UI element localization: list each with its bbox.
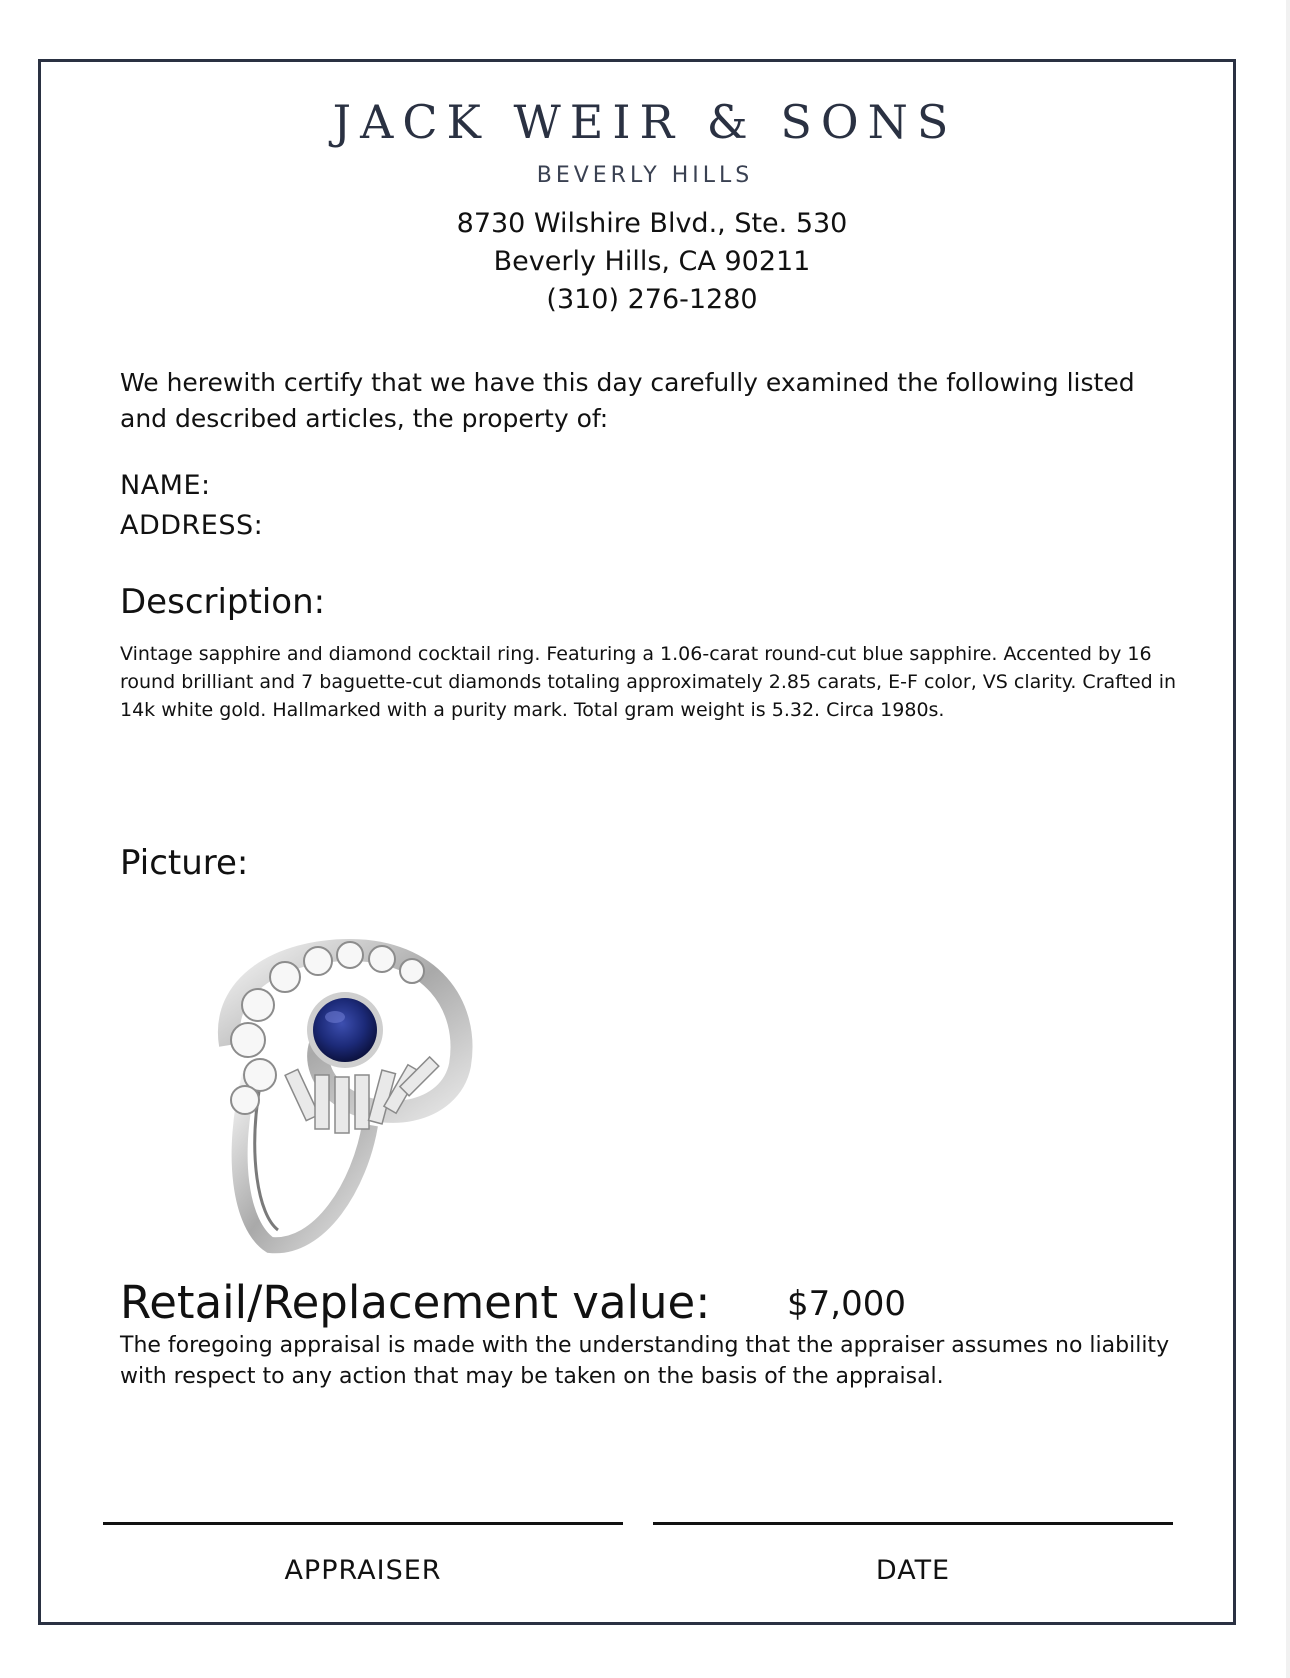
appraiser-label: APPRAISER: [284, 1555, 442, 1586]
description-heading: Description:: [120, 582, 326, 622]
certification-text: We herewith certify that we have this day carefully examined the following listed and described articles, the property of:: [120, 368, 1135, 433]
phone-number: (310) 276-1280: [546, 284, 758, 315]
ring-photo: [200, 925, 510, 1255]
appraiser-signature-line: [103, 1522, 623, 1525]
value-label: Retail/Replacement value:: [120, 1276, 711, 1329]
picture-heading: Picture:: [120, 843, 249, 883]
city-state-zip: Beverly Hills, CA 90211: [493, 246, 811, 277]
brand-location: BEVERLY HILLS: [536, 163, 754, 188]
description-text: Vintage sapphire and diamond cocktail ring. Featuring a 1.06-carat round-cut blue sapphire. Accented by 16 round brilliant and 7 baguette-cut diamonds totaling approximately 2.85 carats, E-F color, VS clarity. Crafted in 14k white gold. Hallmarked with a purity mark. Total gram weight is 5.32. Circa 1980s.: [120, 643, 1177, 721]
date-signature-line: [653, 1522, 1173, 1525]
street-address: 8730 Wilshire Blvd., Ste. 530: [456, 208, 848, 239]
date-label: DATE: [875, 1555, 951, 1586]
name-label: NAME:: [120, 470, 211, 501]
disclaimer-text: The foregoing appraisal is made with the understanding that the appraiser assumes no liability with respect to any action that may be taken on the basis of the appraisal.: [120, 1333, 1170, 1389]
address-label: ADDRESS:: [120, 510, 264, 541]
value-amount: $7,000: [787, 1284, 906, 1324]
brand-name: JACK WEIR & SONS: [332, 95, 958, 149]
